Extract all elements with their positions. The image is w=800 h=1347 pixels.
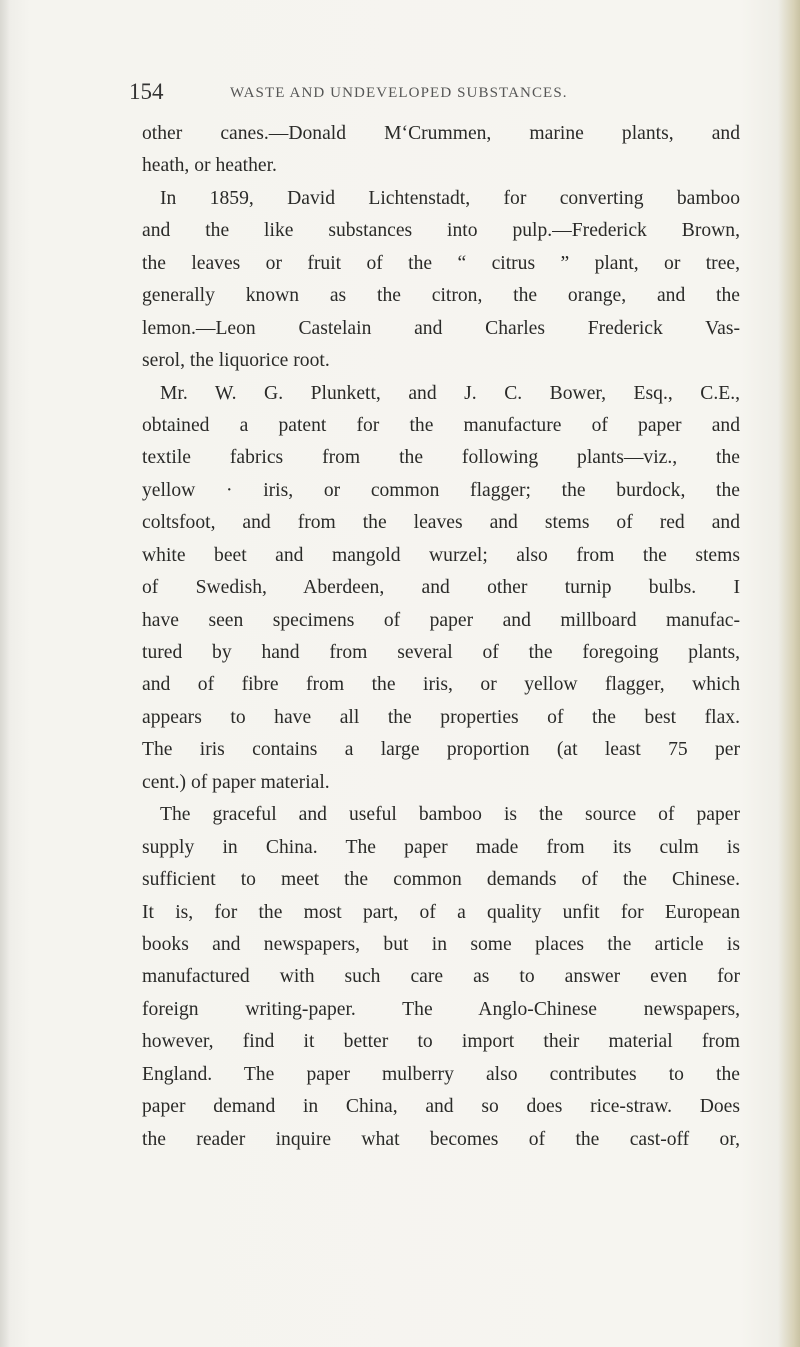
text-line: supply in China. The paper made from its culm is <box>142 836 740 858</box>
text-line: Mr. W. G. Plunkett, and J. C. Bower, Esq., C.E., <box>160 382 740 404</box>
text-line: and the like substances into pulp.—Frederick Brown, <box>142 220 740 242</box>
text-line: and of fibre from the iris, or yellow flagger, which <box>142 674 740 696</box>
text-line: sufficient to meet the common demands of the Chinese. <box>142 869 740 891</box>
text-line: paper demand in China, and so does rice-straw. Does <box>142 1096 740 1118</box>
text-line: textile fabrics from the following plants—viz., the <box>142 447 740 469</box>
body-text <box>142 118 740 1156</box>
text-line: The iris contains a large proportion (at least 75 per <box>142 739 740 761</box>
text-line: other canes.—Donald M‘Crummen, marine plants, and <box>142 123 740 144</box>
text-line: tured by hand from several of the foregoing plants, <box>142 642 740 663</box>
page-right-edge <box>778 0 800 1347</box>
text-line: It is, for the most part, of a quality unfit for European <box>142 901 740 923</box>
text-line: manufactured with such care as to answer even for <box>142 966 740 988</box>
text-line: The graceful and useful bamboo is the source of paper <box>160 804 740 826</box>
text-line: generally known as the citron, the orange, and the <box>142 285 740 307</box>
running-head: WASTE AND UNDEVELOPED SUBSTANCES. <box>230 85 568 101</box>
text-line: however, find it better to import their material from <box>142 1031 740 1053</box>
text-line: foreign writing-paper. The Anglo-Chinese newspapers, <box>142 998 740 1020</box>
text-line: of Swedish, Aberdeen, and other turnip bulbs. I <box>142 577 740 599</box>
text-line: obtained a patent for the manufacture of paper and <box>142 414 740 436</box>
text-line: heath, or heather. <box>142 155 277 177</box>
text-line: serol, the liquorice root. <box>142 350 330 372</box>
text-line: England. The paper mulberry also contributes to the <box>142 1063 740 1085</box>
text-line: cent.) of paper material. <box>142 771 330 793</box>
text-line: the leaves or fruit of the “ citrus ” plant, or tree, <box>142 252 740 274</box>
text-line: In 1859, David Lichtenstadt, for converting bamboo <box>160 187 740 209</box>
text-line: white beet and mangold wurzel; also from the stems <box>142 544 740 566</box>
page-number: 154 <box>129 79 164 104</box>
page-left-shadow <box>0 0 10 1347</box>
text-line: appears to have all the properties of the best flax. <box>142 706 740 728</box>
page-header <box>129 76 689 108</box>
text-line: have seen specimens of paper and millboard manufac- <box>142 609 740 631</box>
text-line: the reader inquire what becomes of the cast-off or, <box>142 1128 740 1150</box>
text-line: yellow · iris, or common flagger; the burdock, the <box>142 479 740 501</box>
text-line: books and newspapers, but in some places the article is <box>142 933 740 955</box>
text-line: coltsfoot, and from the leaves and stems of red and <box>142 512 740 534</box>
text-line: lemon.—Leon Castelain and Charles Frederick Vas- <box>142 317 740 339</box>
